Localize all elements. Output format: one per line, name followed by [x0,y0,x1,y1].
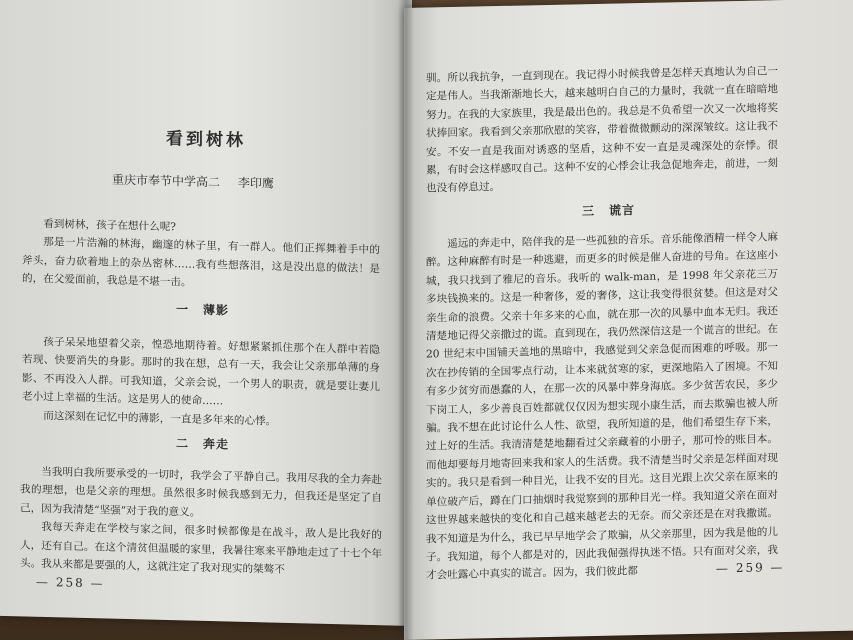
intro-paragraph: 看到树林，孩子在想什么呢? [43,217,176,234]
body-paragraph: 驯。所以我抗争，一直到现在。我记得小时候我曾是怎样天真地认为自己一定是伟人。当我渐渐地长大，越来越明白自己的力量时，我就一直在暗暗地努力。在我的大家族里，我是最出色的。我总是不负希望一次又一次地将奖状捧回家。我看到父亲那欣慰的笑容，带着微微颤动的深深皱纹。这让我不安。不安一直是我面对诱惑的坚盾，这种不安一直是灵魂深处的奈悸。很累，有时会这样感叹自己。这种不安的心悸会让我急促地奔走，前进，一刻也没有停息过。 [426,65,778,195]
section-heading [176,434,229,452]
page-number: — 258 — [36,574,105,591]
body-paragraph: 当我明白我所要承受的一切时，我学会了平静自己。我用尽我的全力奔赴我的理想，也是父亲的理想。虽然很多时候我感到无力，但我还是坚定了自己，因为我清楚“坚强”对于我的意义。 [20,465,382,519]
body-paragraph: 遥远的奔走中，陪伴我的是一些孤独的音乐。音乐能像酒精一样令人麻醉。这种麻醉有时是一种逃避，而更多的时候是催人奋进的号角。在这座小城，我只找到了雅尼的音乐。我听的 walk-man，是 1998 年父亲花三万多块钱换来的。这是一种奢侈，爱的奢侈，这让我变得很贫婪。但这是对父亲生命的浪费。父亲十年多来的心血，就在那一次的风暴中血本无归。我还清楚地记得父亲撒过的谎。直到现在，我仍然深信这是一个谎言的世纪。在 20 世纪末中国铺天盖地的黑暗中，我感觉到父亲急促而困难的呼吸。那一次在抄传销的全国零点行动，让本来就贫寒的家，更深地陷入了困境。不知有多少贫穷而愚蠢的人，在那一次的风暴中葬身海底。多少贫苦农民，多少下岗工人，多少善良百姓都就仅仅因为想实现小康生活，而去欺骗也被人所骗。我不想在此讨论什么人性、欲望，我所知道的是，他们希望生存下来，过上好的生活。我清清楚楚地翻看过父亲藏着的小册子，那可怜的账目本。而他却要每月地寄回来我和家人的生活费。我不清楚当时父亲是怎样面对现实的。我只是看到一种目光，让我不安的目光。这目光跟上次父亲在原来的单位破产后，蹲在门口抽烟时我觉察到的那种目光一样。我知道父亲在面对这世界越来越快的变化和自己越来越老去的无奈。而父亲还是在对我撒谎。我不知道是为什么，我已早早地学会了欺骗，从父亲那里，因为我是他的儿子。我知道，每个人都是对的，因此我倔强得执迷不悟。只有面对父亲，我才会吐露心中真实的谎言。因为，我们彼此都 [426,231,778,582]
essay-title: 看到树林 [166,128,246,151]
section-number: 二 [176,436,190,451]
author-name: 李印鹰 [237,175,274,191]
section-title: 薄影 [203,302,230,318]
continuation-text [426,62,778,198]
intro-paragraph: 那是一片浩瀚的林海，幽邃的林子里，有一群人。他们正挥舞着手中的斧头，奋力砍着地上的杂丛密林……我有些想落泪，这是没出息的做法！是的，在父爱面前，我总是不堪一击。 [22,236,380,289]
body-paragraph: 我每天奔走在学校与家之间，很多时候都像是在战斗，敌人是比我好的人，还有自己。在这个清贫但温暖的家里，我暑往寒来平静地走过了十七个年头。我从来都是要强的人，这就注定了我对现实的桀骜不 [20,521,382,576]
left-page [0,0,412,626]
section-number: 三 [582,203,596,219]
section3-text [426,228,778,585]
section-title: 奔走 [203,436,230,452]
right-page [404,0,853,640]
section2-text [20,462,382,581]
section-number: 一 [176,302,190,317]
page-number: — 259 — [716,560,785,576]
section-title: 谎言 [609,203,636,218]
intro-text [22,214,380,296]
author-line [112,171,288,192]
book-gutter [398,0,414,640]
section1-text [22,332,380,433]
section-heading [176,300,229,318]
section-heading [582,201,635,219]
body-paragraph: 孩子呆呆地望着父亲，惶恐地期待着。好想紧紧抓住那个在人群中若隐若现、快要消失的身影。那时的我在想，总有一天，我会让父亲那单薄的身影、不再没入人群。可我知道，父亲会说，一个男人的职责，就是要让妻儿老小过上幸福的生活。这是男人的使命…… [22,335,380,408]
body-paragraph: 而这深刻在记忆中的薄影，一直是多年来的心悸。 [43,409,277,428]
author-school: 重庆市奉节中学高二 [112,172,221,190]
